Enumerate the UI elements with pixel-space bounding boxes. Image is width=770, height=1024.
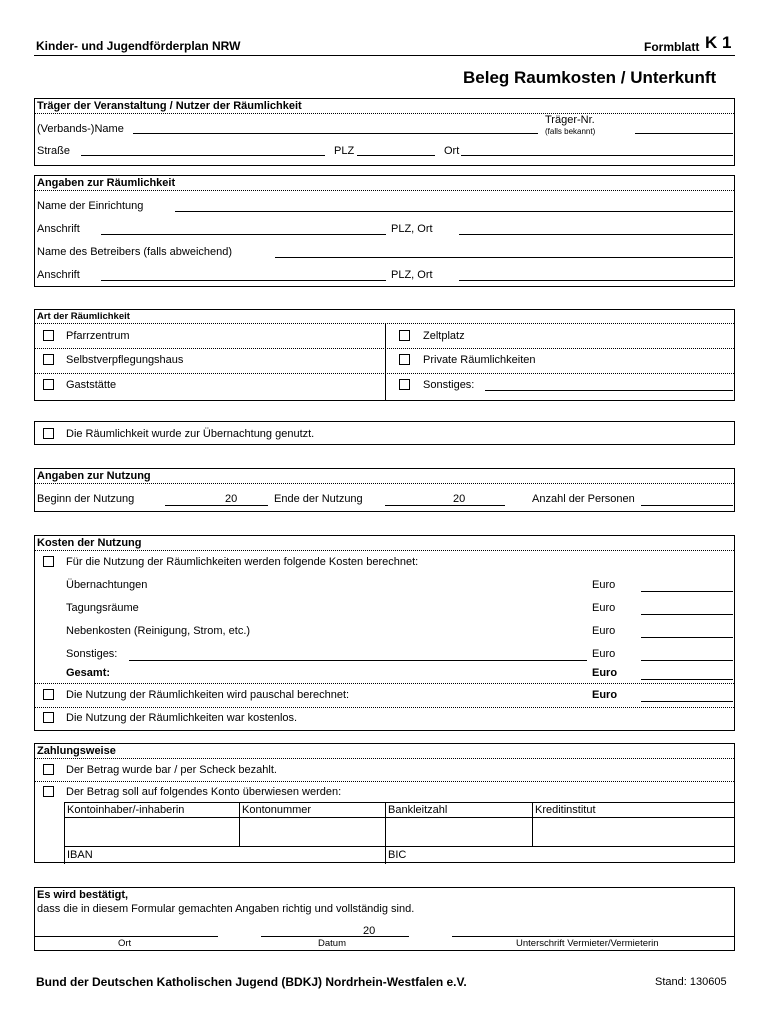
- section-kosten: [34, 535, 735, 731]
- sonstiges-label: Sonstiges:: [423, 379, 475, 391]
- uebernachtung-label: Die Räumlichkeit wurde zur Übernachtung genutzt.: [66, 428, 315, 440]
- kontonummer-cell[interactable]: [239, 802, 386, 847]
- row-divider: [35, 781, 734, 782]
- kosten-berechnet-checkbox[interactable]: [43, 556, 54, 567]
- anschrift-field[interactable]: [101, 234, 386, 235]
- kontonummer-label: Kontonummer: [242, 804, 312, 816]
- program-name: Kinder- und Jugendförderplan NRW: [36, 39, 241, 53]
- ort-signature-field[interactable]: [35, 936, 218, 937]
- row-divider: [35, 707, 734, 708]
- pauschal-label: Die Nutzung der Räumlichkeiten wird pauschal berechnet:: [66, 689, 350, 701]
- traeger-nr-label: Träger-Nr.: [545, 114, 595, 126]
- uebernachtungen-amount-field[interactable]: [641, 591, 733, 592]
- section-raeumlichkeit: [34, 175, 735, 287]
- currency-label: Euro: [592, 602, 616, 614]
- currency-label: Euro: [592, 625, 616, 637]
- ort-caption: Ort: [118, 938, 132, 949]
- datum-year-prefix: 20: [363, 925, 376, 937]
- pfarrzentrum-checkbox[interactable]: [43, 330, 54, 341]
- traeger-nr-hint: (falls bekannt): [545, 127, 596, 136]
- unterschrift-field[interactable]: [452, 936, 735, 937]
- section-divider: [35, 483, 734, 484]
- section-title: Träger der Veranstaltung / Nutzer der Räumlichkeit: [37, 100, 302, 112]
- verbandsname-field[interactable]: [133, 133, 538, 134]
- section-art: [34, 309, 735, 401]
- personen-field[interactable]: [641, 505, 733, 506]
- section-bestaetigung: [34, 887, 735, 951]
- einrichtung-label: Name der Einrichtung: [37, 200, 144, 212]
- ende-field[interactable]: [385, 505, 505, 506]
- section-title: Angaben zur Räumlichkeit: [37, 177, 176, 189]
- konto-checkbox[interactable]: [43, 786, 54, 797]
- section-title: Kosten der Nutzung: [37, 537, 142, 549]
- pauschal-currency: Euro: [592, 689, 618, 701]
- plz-ort-label: PLZ, Ort: [391, 269, 433, 281]
- konto-label: Der Betrag soll auf folgendes Konto überwiesen werden:: [66, 786, 342, 798]
- page-title: Beleg Raumkosten / Unterkunft: [463, 68, 717, 87]
- verbandsname-label: (Verbands-)Name: [37, 123, 124, 135]
- anschrift-label: Anschrift: [37, 269, 80, 281]
- section-title: Angaben zur Nutzung: [37, 470, 151, 482]
- section-divider: [35, 113, 734, 114]
- beginn-label: Beginn der Nutzung: [37, 493, 135, 505]
- section-nutzung: [34, 468, 735, 512]
- section-divider: [35, 758, 734, 759]
- uebernachtungen-label: Übernachtungen: [66, 579, 148, 591]
- plz-ort-field[interactable]: [459, 280, 733, 281]
- iban-cell[interactable]: [64, 846, 386, 864]
- gesamt-amount-field[interactable]: [641, 679, 733, 680]
- selbstverpflegungshaus-checkbox[interactable]: [43, 354, 54, 365]
- kosten-intro: Für die Nutzung der Räumlichkeiten werden folgende Kosten berechnet:: [66, 556, 419, 568]
- sonstiges-checkbox[interactable]: [399, 379, 410, 390]
- sonstiges-kosten-field[interactable]: [129, 660, 587, 661]
- ende-year-prefix: 20: [453, 493, 466, 505]
- strasse-label: Straße: [37, 145, 71, 157]
- section-zahlungsweise: [34, 743, 735, 863]
- tagungsraeume-label: Tagungsräume: [66, 602, 139, 614]
- private-raeumlichkeiten-label: Private Räumlichkeiten: [423, 354, 536, 366]
- bankleitzahl-cell[interactable]: [385, 802, 533, 847]
- anschrift-field[interactable]: [101, 280, 386, 281]
- iban-label: IBAN: [67, 849, 93, 861]
- unterschrift-caption: Unterschrift Vermieter/Vermieterin: [516, 938, 659, 949]
- form-code: K 1: [705, 33, 732, 52]
- datum-caption: Datum: [318, 938, 346, 949]
- plz-ort-label: PLZ, Ort: [391, 223, 433, 235]
- uebernachtung-checkbox[interactable]: [43, 428, 54, 439]
- betreiber-label: Name des Betreibers (falls abweichend): [37, 246, 233, 258]
- footer-org: Bund der Deutschen Katholischen Jugend (BDKJ) Nordrhein-Westfalen e.V.: [36, 975, 467, 989]
- strasse-field[interactable]: [81, 155, 325, 156]
- footer-stand: Stand: 130605: [655, 976, 727, 988]
- traeger-nr-field[interactable]: [635, 133, 733, 134]
- sonstiges-kosten-label: Sonstiges:: [66, 648, 118, 660]
- anschrift-label: Anschrift: [37, 223, 80, 235]
- einrichtung-field[interactable]: [175, 211, 733, 212]
- kontoinhaber-label: Kontoinhaber/-inhaberin: [67, 804, 185, 816]
- beginn-field[interactable]: [165, 505, 268, 506]
- plz-field[interactable]: [357, 155, 435, 156]
- kreditinstitut-label: Kreditinstitut: [535, 804, 596, 816]
- bankleitzahl-label: Bankleitzahl: [388, 804, 448, 816]
- zeltplatz-checkbox[interactable]: [399, 330, 410, 341]
- zeltplatz-label: Zeltplatz: [423, 330, 465, 342]
- section-title: Zahlungsweise: [37, 745, 116, 757]
- section-divider: [35, 550, 734, 551]
- gesamt-label: Gesamt:: [66, 667, 111, 679]
- nebenkosten-label: Nebenkosten (Reinigung, Strom, etc.): [66, 625, 251, 637]
- header-rule: [386, 817, 532, 818]
- ort-field[interactable]: [461, 155, 733, 156]
- pfarrzentrum-label: Pfarrzentrum: [66, 330, 130, 342]
- nebenkosten-amount-field[interactable]: [641, 637, 733, 638]
- datum-signature-field[interactable]: [261, 936, 409, 937]
- row-divider: [35, 683, 734, 684]
- header-rule: [65, 817, 239, 818]
- bestaetigung-text: dass die in diesem Formular gemachten Angaben richtig und vollständig sind.: [37, 903, 415, 915]
- kreditinstitut-cell[interactable]: [532, 802, 735, 847]
- kostenlos-checkbox[interactable]: [43, 712, 54, 723]
- section-title: Art der Räumlichkeit: [37, 311, 130, 322]
- plz-ort-field[interactable]: [459, 234, 733, 235]
- section-uebernachtung: [34, 421, 735, 445]
- row-divider: [35, 348, 734, 349]
- sonstiges-field[interactable]: [485, 390, 733, 391]
- header-rule: [533, 817, 734, 818]
- currency-label: Euro: [592, 579, 616, 591]
- beginn-year-prefix: 20: [225, 493, 238, 505]
- currency-label: Euro: [592, 648, 616, 660]
- bar-checkbox[interactable]: [43, 764, 54, 775]
- personen-label: Anzahl der Personen: [532, 493, 635, 505]
- pauschal-amount-field[interactable]: [641, 701, 733, 702]
- ort-label: Ort: [444, 145, 460, 157]
- bestaetigung-title: Es wird bestätigt,: [37, 889, 129, 901]
- ende-label: Ende der Nutzung: [274, 493, 363, 505]
- bic-cell[interactable]: [385, 846, 735, 864]
- plz-label: PLZ: [334, 145, 355, 157]
- bar-label: Der Betrag wurde bar / per Scheck bezahlt.: [66, 764, 277, 776]
- kostenlos-label: Die Nutzung der Räumlichkeiten war kostenlos.: [66, 712, 298, 724]
- kontoinhaber-cell[interactable]: [64, 802, 240, 847]
- column-divider: [385, 323, 386, 400]
- gaststaette-checkbox[interactable]: [43, 379, 54, 390]
- header-rule: [34, 55, 735, 56]
- formblatt-label: Formblatt: [644, 40, 700, 54]
- header-rule: [240, 817, 385, 818]
- tagungsraeume-amount-field[interactable]: [641, 614, 733, 615]
- pauschal-checkbox[interactable]: [43, 689, 54, 700]
- row-divider: [35, 373, 734, 374]
- betreiber-field[interactable]: [275, 257, 733, 258]
- gaststaette-label: Gaststätte: [66, 379, 117, 391]
- section-traeger: [34, 98, 735, 166]
- sonstiges-amount-field[interactable]: [641, 660, 733, 661]
- bic-label: BIC: [388, 849, 407, 861]
- gesamt-currency: Euro: [592, 667, 618, 679]
- selbstverpflegungshaus-label: Selbstverpflegungshaus: [66, 354, 184, 366]
- private-raeumlichkeiten-checkbox[interactable]: [399, 354, 410, 365]
- section-divider: [35, 190, 734, 191]
